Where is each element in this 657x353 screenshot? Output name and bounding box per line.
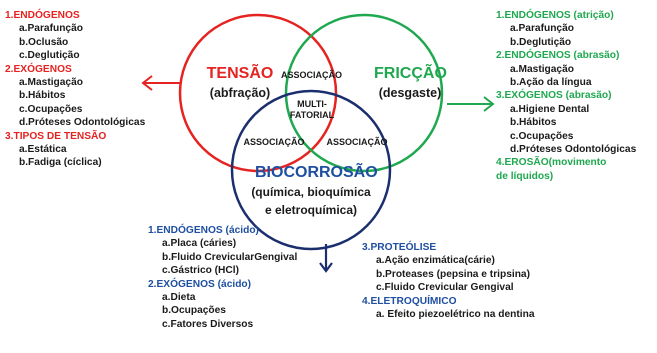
list-item: c.Fatores Diversos bbox=[162, 318, 254, 330]
friction-factors-list bbox=[496, 9, 636, 183]
list-heading: 2.ENDÓGENOS (abrasão) bbox=[496, 50, 620, 62]
list-item: a. Efeito piezoelétrico na dentina bbox=[376, 309, 535, 321]
list-item: b.Fadiga (cíclica) bbox=[19, 157, 102, 169]
overlap-tension-bio: ASSOCIAÇÃO bbox=[243, 137, 305, 147]
list-heading: 4.EROSÃO(movimento bbox=[496, 157, 607, 169]
list-item: b.Deglutição bbox=[510, 36, 572, 48]
biocorrosion-title: BIOCORROSÃO bbox=[255, 164, 378, 181]
list-item: a.Placa (cáries) bbox=[162, 238, 237, 250]
friction-subtitle: (desgaste) bbox=[378, 86, 442, 100]
overlap-tension-friction: ASSOCIAÇÃO bbox=[281, 70, 343, 80]
list-item: a.Estática bbox=[19, 144, 67, 156]
list-item: b.Proteases (pepsina e tripsina) bbox=[376, 268, 530, 280]
biocorrosion-subtitle-line1: (química, bioquímica bbox=[251, 185, 371, 199]
list-heading: 3.EXÓGENOS (abrasão) bbox=[496, 90, 612, 102]
list-item: d.Próteses Odontológicas bbox=[510, 144, 637, 156]
left-arrow bbox=[143, 76, 180, 90]
overlap-center-line2: FATORIAL bbox=[289, 110, 335, 120]
tension-factors-list bbox=[5, 9, 145, 170]
list-item: b.Hábitos bbox=[510, 117, 557, 129]
list-item: a.Ação enzimática(cárie) bbox=[376, 255, 495, 267]
list-item: a.Parafunção bbox=[19, 23, 83, 35]
list-item: b.Hábitos bbox=[19, 90, 66, 102]
list-heading: 1.ENDÓGENOS bbox=[5, 10, 80, 21]
list-item: a.Mastigação bbox=[19, 77, 83, 89]
list-item: c.Ocupações bbox=[510, 130, 574, 142]
list-item: c.Ocupações bbox=[19, 103, 83, 115]
list-heading: 3.TIPOS DE TENSÃO bbox=[5, 130, 107, 142]
tension-subtitle: (abfração) bbox=[209, 86, 271, 100]
list-heading: 2.EXÓGENOS bbox=[5, 63, 72, 75]
biocorrosion-subtitle-line2: e eletroquímica) bbox=[264, 203, 358, 217]
list-item: b.Ocupações bbox=[162, 305, 226, 317]
list-heading: 1.ENDÓGENOS (atrição) bbox=[496, 10, 614, 21]
friction-title: FRICÇÃO bbox=[374, 65, 447, 82]
list-item: a.Higiene Dental bbox=[510, 103, 590, 115]
overlap-friction-bio: ASSOCIAÇÃO bbox=[326, 137, 388, 147]
list-heading: 1.ENDÓGENOS (ácido) bbox=[148, 225, 259, 236]
biocorrosion-other-list bbox=[362, 241, 535, 321]
list-item: d.Próteses Odontológicas bbox=[19, 117, 146, 129]
list-item: c.Gástrico (HCl) bbox=[162, 265, 239, 277]
list-item: c.Deglutição bbox=[19, 50, 80, 62]
list-heading: de líquidos) bbox=[496, 170, 554, 182]
list-heading: 2.EXÓGENOS (ácido) bbox=[148, 278, 252, 290]
right-arrow bbox=[447, 97, 493, 111]
list-item: a.Mastigação bbox=[510, 63, 574, 75]
tension-title: TENSÃO bbox=[206, 65, 274, 82]
list-heading: 4.ELETROQUÍMICO bbox=[362, 295, 457, 307]
list-item: a.Parafunção bbox=[510, 23, 574, 35]
list-item: b.Oclusão bbox=[19, 36, 69, 48]
list-item: c.Fluido Crevicular Gengival bbox=[376, 282, 514, 294]
list-item: a.Dieta bbox=[162, 292, 196, 304]
list-item: b.Fluido CrevicularGengival bbox=[162, 251, 298, 263]
list-heading: 3.PROTEÓLISE bbox=[362, 242, 437, 253]
list-item: b.Ação da língua bbox=[510, 77, 592, 89]
biocorrosion-acid-list bbox=[148, 224, 297, 331]
overlap-center-line1: MULTI- bbox=[297, 99, 327, 109]
